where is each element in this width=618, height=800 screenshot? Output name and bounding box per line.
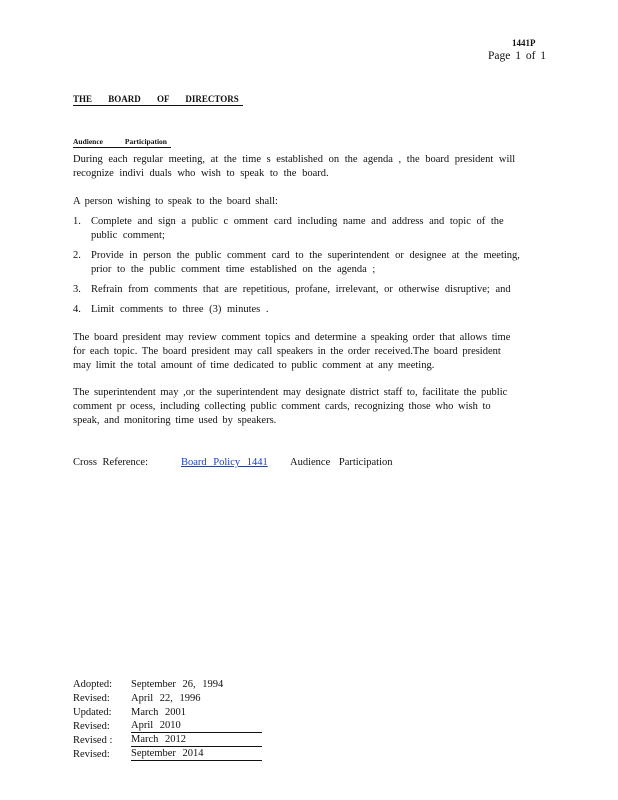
list-line: Complete and sign a public c omment card including name and address and topic of the [91, 216, 504, 227]
history-date: September 2014 [131, 748, 262, 761]
board-policy-link[interactable]: Board Policy 1441 [181, 457, 268, 468]
lead-in-text: A person wishing to speak to the board shall: [73, 196, 278, 207]
history-label: Adopted: [73, 679, 113, 690]
section-title: Audience Participation [73, 137, 171, 148]
history-date: March 2012 [131, 734, 262, 747]
document-title: THE BOARD OF DIRECTORS [73, 94, 243, 106]
policy-code: 1441P [512, 38, 536, 48]
list-item [73, 249, 553, 277]
superintendent-line: The superintendent may ,or the superintendent may designate district staff to, facilitate the public [73, 387, 508, 398]
list-number: 3. [73, 284, 81, 295]
list-line: Limit comments to three (3) minutes . [91, 304, 269, 315]
superintendent-paragraph [73, 386, 507, 428]
list-item [73, 303, 553, 317]
intro-paragraph [73, 153, 515, 181]
history-date: April 22, 1996 [131, 693, 201, 704]
history-label: Updated: [73, 707, 112, 718]
history-label: Revised : [73, 735, 113, 746]
review-line: for each topic. The board president may call speakers in the order received.The board president [73, 346, 501, 357]
history-label: Revised: [73, 721, 110, 732]
review-line: The board president may review comment topics and determine a speaking order that allows time [73, 332, 511, 343]
page-number: Page 1 of 1 [488, 50, 547, 62]
history-date: September 26, 1994 [131, 679, 224, 690]
list-item [73, 215, 553, 243]
history-label: Revised: [73, 749, 110, 760]
list-number: 2. [73, 250, 81, 261]
list-number: 4. [73, 304, 81, 315]
requirements-list [73, 215, 553, 323]
cross-reference-label: Cross Reference: [73, 457, 149, 468]
list-number: 1. [73, 216, 81, 227]
intro-line: During each regular meeting, at the time s established on the agenda , the board president will [73, 154, 516, 165]
list-line: public comment; [91, 230, 165, 241]
list-item [73, 283, 553, 297]
superintendent-line: comment pr ocess, including collecting public comment cards, recognizing those who wish to [73, 401, 491, 412]
history-date: March 2001 [131, 707, 187, 718]
cross-reference-description: Audience Participation [290, 457, 393, 468]
intro-line: recognize indivi duals who wish to speak to the board. [73, 168, 329, 179]
history-label: Revised: [73, 693, 110, 704]
list-line: Refrain from comments that are repetitious, profane, irrelevant, or otherwise disruptive; and [91, 284, 511, 295]
list-line: prior to the public comment time established on the agenda ; [91, 264, 376, 275]
review-paragraph [73, 331, 510, 373]
review-line: may limit the total amount of time dedicated to public comment at any meeting. [73, 360, 435, 371]
superintendent-line: speak, and monitoring time used by speakers. [73, 415, 277, 426]
history-date: April 2010 [131, 720, 262, 733]
list-line: Provide in person the public comment card to the superintendent or designee at the meeting, [91, 250, 520, 261]
